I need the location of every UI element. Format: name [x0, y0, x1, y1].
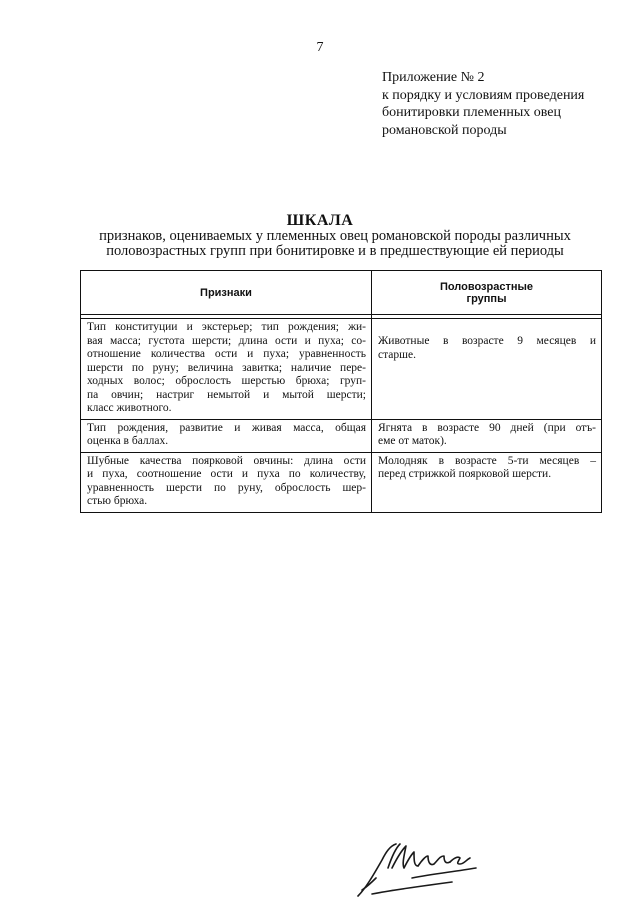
appendix-line: бонитировки племенных овец — [382, 105, 562, 120]
traits-cell: Тип рождения, развитие и живая масса, общая оценка в баллах. — [81, 419, 372, 452]
appendix-block — [382, 69, 622, 139]
age-group-cell: Ягнята в возрасте 90 дней (при отъ- еме от маток). — [372, 419, 602, 452]
subtitle-line: половозрастных групп при бонитировке и в предшествующие ей периоды — [106, 243, 564, 259]
table-header-row — [81, 271, 602, 315]
traits-cell: Тип конституции и экстерьер; тип рождения; жи- вая масса; густота шерсти; длина ости и пуха; со- отношение количества ости и пуха; уравненность шерсти по руну; величина завитка; наличие пере- ходных волос; оброслость шерстью брюха; груп- па овчин; настриг немытой и мытой шерсти; класс животного. — [81, 319, 372, 420]
table-row — [81, 452, 602, 512]
page-number: 7 — [316, 40, 324, 55]
signature-icon — [352, 838, 492, 900]
document-title: ШКАЛА — [286, 212, 354, 229]
traits-cell: Шубные качества поярковой овчины: длина ости и пуха, соотношение ости и пуха по количеству, уравненность шерсти по руну, оброслость шер- стью брюха. — [81, 452, 372, 512]
table-row — [81, 319, 602, 420]
header-traits: Признаки — [81, 271, 372, 315]
age-group-cell: Молодняк в возрасте 5-ти месяцев – перед стрижкой поярковой шерсти. — [372, 452, 602, 512]
appendix-line: к порядку и условиям проведения — [382, 87, 585, 103]
subtitle-line: признаков, оцениваемых у племенных овец романовской породы различных — [99, 228, 571, 244]
appendix-line: романовской породы — [382, 122, 507, 138]
document-subtitle — [70, 229, 600, 259]
header-age-groups: Половозрастные группы — [372, 271, 602, 315]
appendix-line: Приложение № 2 — [382, 70, 485, 85]
table-row — [81, 419, 602, 452]
age-group-cell: Животные в возрасте 9 месяцев и старше. — [372, 319, 602, 420]
traits-table — [80, 270, 602, 513]
